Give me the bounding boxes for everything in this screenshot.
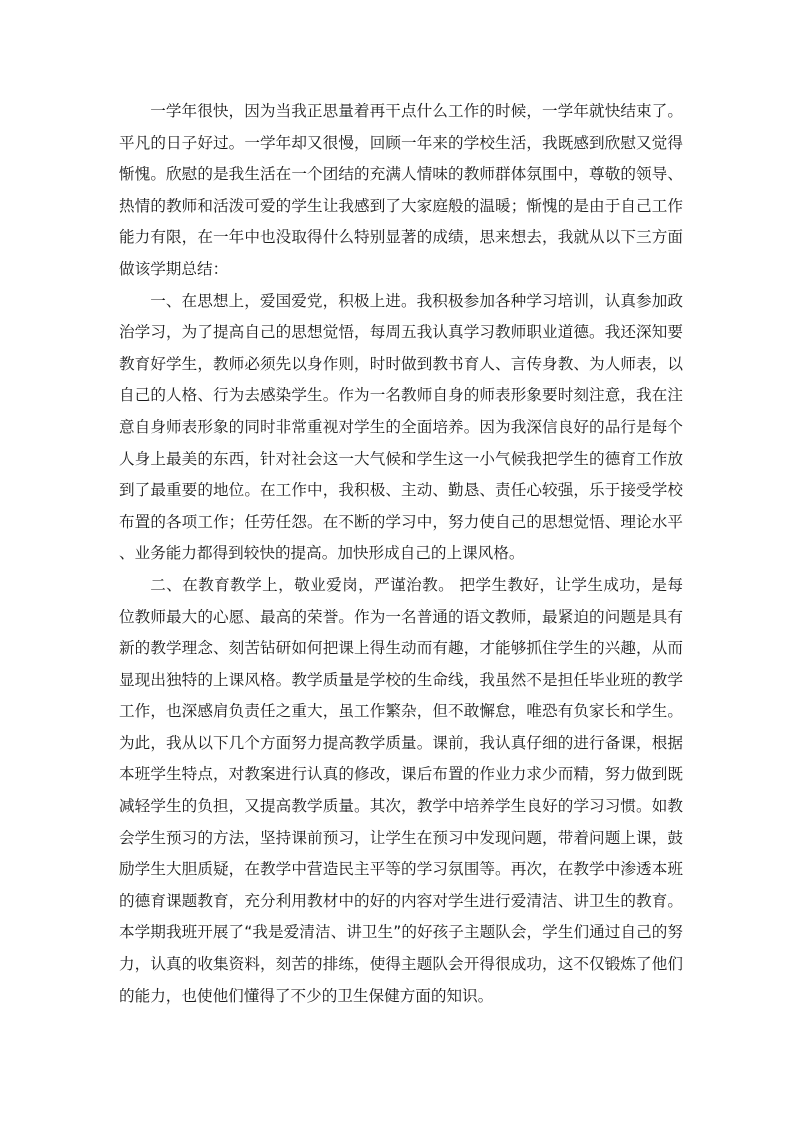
paragraph-ideology: 一、在思想上，爱国爱党，积极上进。我积极参加各种学习培训，认真参加政治学习，为了提高自己的思想觉悟，每周五我认真学习教师职业道德。我还深知要教育好学生，教师必须先以身作则，时时做到教书育人、言传身教、为人师表，以自己的人格、行为去感染学生。作为一名教师自身的师表形象要时刻注意，我在注意自身师表形象的同时非常重视对学生的全面培养。因为我深信良好的品行是每个人身上最美的东西，针对社会这一大气候和学生这一小气候我把学生的德育工作放到了最重要的地位。在工作中，我积极、主动、勤恳、责任心较强，乐于接受学校布置的各项工作；任劳任怨。在不断的学习中，努力使自己的思想觉悟、理论水平、业务能力都得到较快的提高。加快形成自己的上课风格。 — [119, 291, 683, 563]
document-body — [119, 96, 683, 1012]
paragraph-intro: 一学年很快，因为当我正思量着再干点什么工作的时候，一学年就快结束了。平凡的日子好过。一学年却又很慢，回顾一年来的学校生活，我既感到欣慰又觉得惭愧。欣慰的是我生活在一个团结的充满人情味的教师群体氛围中，尊敬的领导、热情的教师和活泼可爱的学生让我感到了大家庭般的温暖；惭愧的是由于自己工作能力有限，在一年中也没取得什么特别显著的成绩，思来想去，我就从以下三方面做该学期总结： — [119, 102, 683, 278]
paragraph-teaching: 二、在教育教学上，敬业爱岗，严谨治教。 把学生教好，让学生成功，是每位教师最大的心愿、最高的荣誉。作为一名普通的语文教师，最紧迫的问题是具有新的教学理念、刻苦钻研如何把课上得生动而有趣，才能够抓住学生的兴趣，从而显现出独特的上课风格。教学质量是学校的生命线，我虽然不是担任毕业班的教学工作，也深感肩负责任之重大，虽工作繁杂，但不敢懈怠，唯恐有负家长和学生。为此，我从以下几个方面努力提高教学质量。课前，我认真仔细的进行备课，根据本班学生特点，对教案进行认真的修改，课后布置的作业力求少而精，努力做到既减轻学生的负担，又提高教学质量。其次，教学中培养学生良好的学习习惯。如教会学生预习的方法，坚持课前预习，让学生在预习中发现问题，带着问题上课，鼓励学生大胆质疑，在教学中营造民主平等的学习氛围等。再次，在教学中渗透本班的德育课题教育，充分利用教材中的好的内容对学生进行爱清洁、讲卫生的教育。本学期我班开展了“我是爱清洁、讲卫生”的好孩子主题队会，学生们通过自己的努力，认真的收集资料，刻苦的排练，使得主题队会开得很成功，这不仅锻炼了他们的能力，也使他们懂得了不少的卫生保健方面的知识。 — [119, 575, 683, 1005]
